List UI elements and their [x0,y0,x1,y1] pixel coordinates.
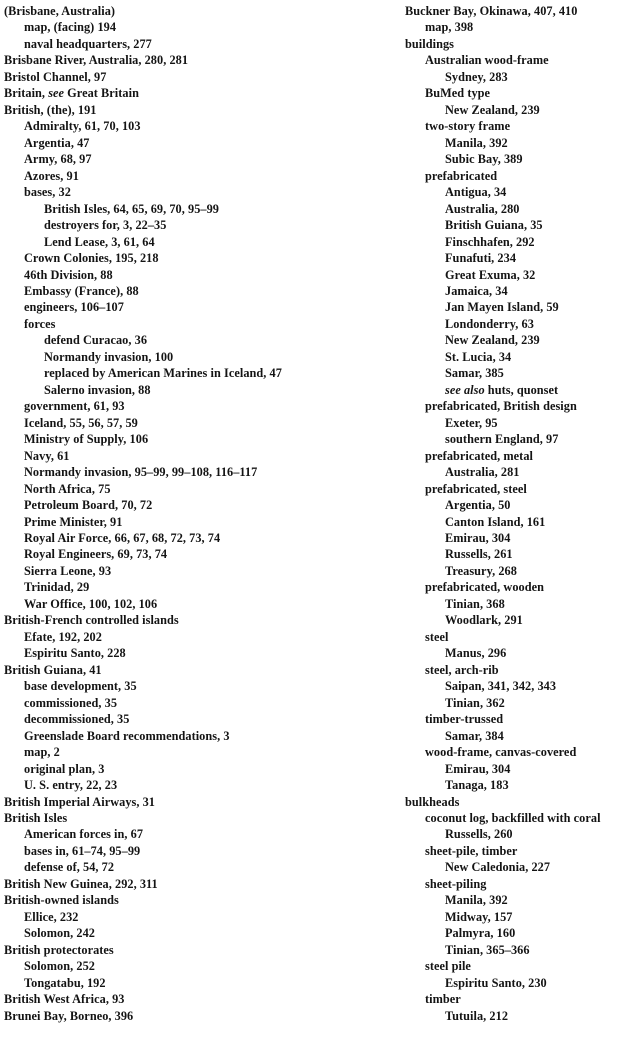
index-subsubentry [405,332,640,348]
index-entry-text: Finschhafen, 292 [445,234,535,249]
index-heading [4,102,376,118]
index-entry-text: prefabricated, metal [425,448,533,463]
index-subentry [4,975,376,991]
index-subsubentry [405,909,640,925]
index-heading [4,612,376,628]
index-entry-text: Subic Bay, 389 [445,152,523,167]
index-subsubentry [405,678,640,694]
index-subsubentry [405,267,640,283]
index-entry-text: sheet-piling [425,876,487,891]
index-column-left [4,3,376,1024]
index-entry-text: map, 398 [425,20,474,35]
index-entry-text: steel, arch-rib [425,662,499,677]
index-entry-text: two-story frame [425,119,511,134]
index-heading [4,1008,376,1024]
index-entry-text: coconut log, backfilled with coral [425,810,601,825]
index-subentry [4,530,376,546]
index-subsubentry [405,925,640,941]
index-subentry [405,662,640,678]
index-entry-text: bases, 32 [24,185,71,200]
index-subentry [4,299,376,315]
index-subentry [405,481,640,497]
index-heading [4,662,376,678]
index-subentry [4,761,376,777]
index-heading [4,810,376,826]
index-subentry [4,481,376,497]
index-entry-text: British, (the), 191 [4,102,97,117]
index-entry-text: Crown Colonies, 195, 218 [24,251,159,266]
index-heading [405,36,640,52]
index-heading [4,3,376,19]
index-subentry [405,168,640,184]
index-entry-text: Funafuti, 234 [445,251,517,266]
index-subentry [4,744,376,760]
index-entry-text: Ministry of Supply, 106 [24,432,149,447]
index-entry-text: naval headquarters, 277 [24,36,152,51]
index-heading [405,3,640,19]
index-subentry [4,909,376,925]
index-subsubentry [405,695,640,711]
index-subentry [4,579,376,595]
index-entry-text: British Guiana, 35 [445,218,543,233]
index-entry-text: timber-trussed [425,712,504,727]
index-subsubentry [405,250,640,266]
index-entry-text: North Africa, 75 [24,481,111,496]
index-entry-text: British-French controlled islands [4,613,179,628]
index-entry-text: Bristol Channel, 97 [4,69,107,84]
index-subentry [4,135,376,151]
index-entry-text: buildings [405,36,454,51]
index-subsubentry [405,151,640,167]
index-entry-text: Palmyra, 160 [445,926,516,941]
index-entry-text: Manila, 392 [445,135,508,150]
index-entry-text: map, 2 [24,745,60,760]
index-subsubentry [405,596,640,612]
index-entry-text: sheet-pile, timber [425,843,518,858]
index-entry-text: Argentia, 50 [445,498,511,513]
index-entry-text: base development, 35 [24,679,137,694]
index-entry-text: Manila, 392 [445,893,508,908]
index-subsubentry [405,530,640,546]
index-subentry [4,826,376,842]
index-entry-text: forces [24,316,56,331]
index-entry-text: Trinidad, 29 [24,580,90,595]
index-entry-text: Jan Mayen Island, 59 [445,300,559,315]
index-entry-text: prefabricated, steel [425,481,527,496]
index-entry-text: British Isles [4,810,68,825]
index-subentry [4,711,376,727]
index-subentry [4,250,376,266]
index-entry-text: prefabricated [425,168,498,183]
index-entry-text: Australian wood-frame [425,53,549,68]
index-entry-text: New Zealand, 239 [445,333,540,348]
index-subsubentry [4,201,376,217]
index-entry-text: British New Guinea, 292, 311 [4,876,158,891]
index-entry-text: defense of, 54, 72 [24,860,115,875]
index-entry-text: Emirau, 304 [445,531,511,545]
index-subentry [4,267,376,283]
index-subsubentry [405,201,640,217]
index-subsubentry [405,859,640,875]
index-entry-text: British Imperial Airways, 31 [4,794,156,809]
index-entry-text: Russells, 260 [445,827,513,842]
index-entry-text: timber [425,992,461,1007]
index-subentry [4,168,376,184]
index-subentry [4,777,376,793]
index-subentry [4,645,376,661]
index-entry-text: southern England, 97 [445,432,559,447]
index-subentry [4,546,376,562]
index-subsubentry [405,1008,640,1024]
index-subentry [405,629,640,645]
index-subsubentry [405,102,640,118]
index-subentry [4,514,376,530]
index-entry-text: Great Exuma, 32 [445,267,536,282]
index-entry-text: government, 61, 93 [24,399,125,414]
index-entry-text: BuMed type [425,86,491,101]
index-entry-text: Admiralty, 61, 70, 103 [24,119,141,134]
index-subsubentry [405,546,640,562]
index-subsubentry [4,365,376,381]
index-subsubentry [405,135,640,151]
index-entry-text: Samar, 384 [445,728,504,743]
index-subsubentry [405,431,640,447]
index-subentry [405,958,640,974]
index-entry-text: Espiritu Santo, 228 [24,646,126,661]
index-subentry [4,448,376,464]
index-subentry [4,695,376,711]
index-entry-text: Iceland, 55, 56, 57, 59 [24,415,138,430]
index-subentry [4,843,376,859]
index-entry-text: Australia, 280 [445,201,520,216]
index-heading [4,69,376,85]
index-entry-text: St. Lucia, 34 [445,349,512,364]
index-entry-text: Efate, 192, 202 [24,629,102,644]
index-subentry [4,596,376,612]
index-entry-text: Emirau, 304 [445,761,511,776]
index-heading [4,942,376,958]
index-entry-text: prefabricated, British design [425,399,577,414]
index-entry-text: Sydney, 283 [445,69,508,84]
index-subsubentry [405,349,640,365]
index-entry-text: Britain, [4,86,49,101]
index-subsubentry [405,415,640,431]
index-subsubentry [405,892,640,908]
index-heading [4,991,376,1007]
index-subsubentry [405,728,640,744]
index-entry-text: Lend Lease, 3, 61, 64 [44,234,155,249]
index-subentry [4,151,376,167]
index-subentry [4,464,376,480]
index-entry-text: Solomon, 252 [24,959,95,974]
index-subsubentry [405,234,640,250]
index-entry-text: New Caledonia, 227 [445,860,551,875]
index-entry-text: Tinian, 368 [445,596,505,611]
index-subsubentry [4,217,376,233]
index-entry-text: Russells, 261 [445,547,513,562]
index-entry-text: Embassy (France), 88 [24,283,139,298]
index-subentry [405,991,640,1007]
index-subsubentry [405,382,640,398]
index-entry-text: steel pile [425,959,471,974]
index-entry-text: Tanaga, 183 [445,778,509,793]
index-entry-text: 46th Division, 88 [24,267,113,282]
index-entry-text: Tongatabu, 192 [24,975,106,990]
index-heading [4,892,376,908]
index-entry-text: Canton Island, 161 [445,514,546,529]
index-entry-text: Brunei Bay, Borneo, 396 [4,1008,134,1023]
index-subsubentry [405,777,640,793]
index-entry-text: Tutuila, 212 [445,1008,509,1023]
index-subentry [405,85,640,101]
index-entry-text: Royal Air Force, 66, 67, 68, 72, 73, 74 [24,531,221,545]
index-subsubentry [405,975,640,991]
index-entry-text: Tinian, 362 [445,695,505,710]
cross-reference-target: huts, quonset [484,382,559,397]
index-entry-text: commissioned, 35 [24,695,118,710]
index-entry-text: U. S. entry, 22, 23 [24,778,118,793]
index-subentry [4,497,376,513]
index-subsubentry [405,69,640,85]
index-entry-text: Solomon, 242 [24,926,95,941]
index-entry-text: destroyers for, 3, 22–35 [44,218,167,233]
index-entry-text: wood-frame, canvas-covered [425,745,577,760]
index-subentry [405,744,640,760]
index-entry-text: Navy, 61 [24,448,70,463]
index-entry-text: (Brisbane, Australia) [4,4,116,18]
index-subentry [405,711,640,727]
index-entry-text: Samar, 385 [445,366,504,381]
index-subentry [405,19,640,35]
index-heading [4,52,376,68]
index-entry-text: Australia, 281 [445,465,520,480]
index-subsubentry [4,382,376,398]
index-subsubentry [405,217,640,233]
cross-reference-label: see [48,86,65,101]
index-entry-text: Prime Minister, 91 [24,514,123,529]
index-entry-text: British Isles, 64, 65, 69, 70, 95–99 [44,201,219,216]
index-heading [4,876,376,892]
index-entry-text: replaced by American Marines in Iceland, 47 [44,366,282,381]
index-entry-text: Woodlark, 291 [445,613,523,628]
index-entry-text: engineers, 106–107 [24,300,124,315]
index-heading [4,794,376,810]
index-subsubentry [405,761,640,777]
index-subsubentry [405,365,640,381]
index-subsubentry [405,942,640,958]
index-subsubentry [405,283,640,299]
index-subsubentry [405,184,640,200]
cross-reference-label: see also [445,382,485,397]
index-subentry [4,859,376,875]
index-subentry [4,398,376,414]
index-subentry [4,958,376,974]
index-entry-text: Midway, 157 [445,909,513,924]
index-entry-text: Sierra Leone, 93 [24,563,112,578]
index-entry-text: War Office, 100, 102, 106 [24,596,158,611]
index-subsubentry [405,497,640,513]
index-entry-text: British West Africa, 93 [4,992,125,1007]
index-heading [405,794,640,810]
index-entry-text: Manus, 296 [445,646,507,661]
index-entry-text: bulkheads [405,794,460,809]
index-entry-text: defend Curacao, 36 [44,333,148,348]
index-subentry [405,579,640,595]
index-subentry [4,925,376,941]
index-subentry [4,118,376,134]
index-subentry [4,678,376,694]
index-subsubentry [405,826,640,842]
index-subsubentry [4,349,376,365]
index-entry-text: British protectorates [4,942,114,957]
index-subsubentry [4,332,376,348]
index-entry-text: map, (facing) 194 [24,20,117,35]
index-entry-text: Petroleum Board, 70, 72 [24,498,153,513]
index-subsubentry [405,299,640,315]
index-subentry [4,563,376,579]
index-entry-text: Ellice, 232 [24,909,79,924]
index-entry-text: Argentia, 47 [24,135,90,150]
cross-reference-target: Great Britain [64,86,139,101]
index-subentry [405,118,640,134]
index-entry-text: British Guiana, 41 [4,662,102,677]
index-entry-text: Buckner Bay, Okinawa, 407, 410 [405,4,578,18]
index-subentry [405,810,640,826]
index-entry-text: Normandy invasion, 100 [44,349,174,364]
index-entry-text: Exeter, 95 [445,415,498,430]
index-subentry [4,728,376,744]
index-subentry [4,283,376,299]
index-entry-text: Tinian, 365–366 [445,942,530,957]
index-subentry [405,876,640,892]
index-entry-text: Azores, 91 [24,168,79,183]
index-entry-text: Antigua, 34 [445,185,507,200]
index-entry-text: Normandy invasion, 95–99, 99–108, 116–117 [24,465,258,480]
index-subentry [4,36,376,52]
index-subentry [4,415,376,431]
index-subsubentry [405,316,640,332]
index-entry-text: Londonderry, 63 [445,316,534,331]
index-subentry [4,431,376,447]
index-entry-text: prefabricated, wooden [425,580,544,595]
index-entry-text: Brisbane River, Australia, 280, 281 [4,53,189,68]
index-entry-text: Royal Engineers, 69, 73, 74 [24,547,168,562]
index-entry-text: Greenslade Board recommendations, 3 [24,728,230,743]
index-entry-text: Jamaica, 34 [445,283,508,298]
index-entry-text: British-owned islands [4,893,119,908]
index-entry-text: original plan, 3 [24,761,105,776]
index-entry-text: New Zealand, 239 [445,102,540,117]
index-entry-text: Espiritu Santo, 230 [445,975,547,990]
index-subsubentry [405,645,640,661]
index-entry-text: Army, 68, 97 [24,152,92,167]
index-subentry [4,184,376,200]
index-subentry [4,316,376,332]
index-entry-text: Treasury, 268 [445,563,517,578]
index-entry-text: decommissioned, 35 [24,712,130,727]
index-entry-text: American forces in, 67 [24,827,144,842]
index-subsubentry [405,514,640,530]
index-entry-text: steel [425,629,449,644]
index-subsubentry [405,464,640,480]
index-subentry [405,448,640,464]
index-subentry [4,629,376,645]
index-subentry [405,843,640,859]
index-subsubentry [4,234,376,250]
index-subentry [405,52,640,68]
index-entry-text: Saipan, 341, 342, 343 [445,679,557,694]
index-heading [4,85,376,101]
index-subsubentry [405,563,640,579]
index-column-right [405,3,640,1024]
index-subentry [4,19,376,35]
index-subsubentry [405,612,640,628]
index-entry-text: Salerno invasion, 88 [44,382,151,397]
index-subentry [405,398,640,414]
index-entry-text: bases in, 61–74, 95–99 [24,843,141,858]
